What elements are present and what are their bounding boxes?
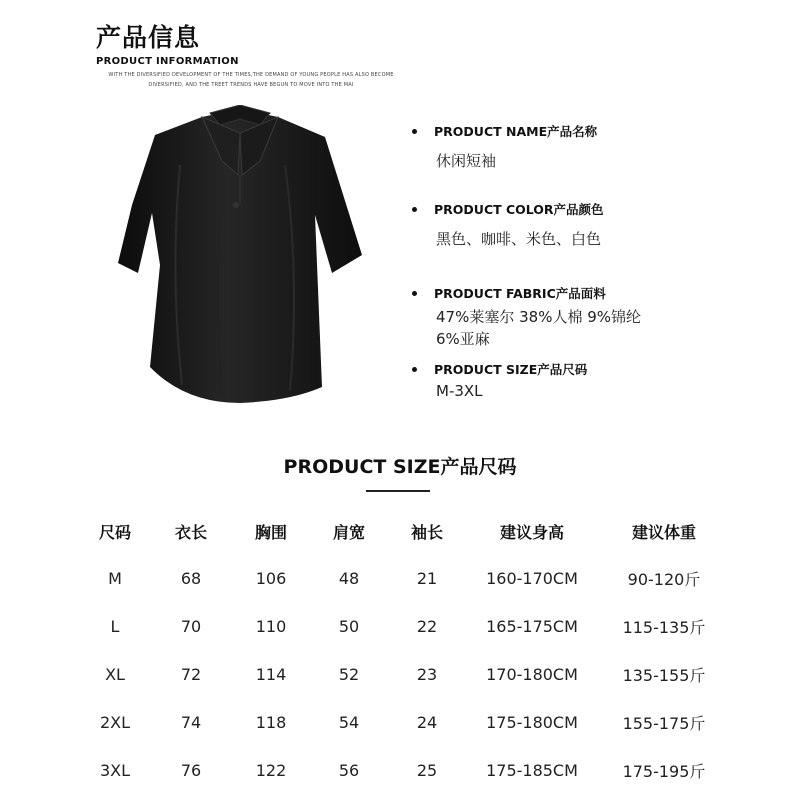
- table-cell: 25: [416, 760, 438, 780]
- bullet-icon: [412, 291, 417, 296]
- spec-value: 黑色、咖啡、米色、白色: [436, 230, 602, 248]
- bullet-icon: [412, 367, 417, 372]
- table-cell: 2XL: [99, 712, 131, 732]
- table-header-row: [80, 508, 730, 554]
- table-cell: 155-175斤: [622, 713, 706, 733]
- product-image: [110, 105, 372, 405]
- column-header: 肩宽: [332, 522, 365, 542]
- table-row: [80, 650, 730, 698]
- table-row: [80, 554, 730, 602]
- size-section-title: PRODUCT SIZE产品尺码: [283, 456, 517, 478]
- table-cell: 72: [180, 664, 202, 684]
- spec-label: PRODUCT SIZE产品尺码: [434, 362, 588, 377]
- bullet-icon: [412, 207, 417, 212]
- table-cell: 114: [255, 664, 287, 684]
- spec-product-color: [412, 200, 604, 250]
- spec-label: PRODUCT FABRIC产品面料: [434, 286, 606, 301]
- table-row: [80, 746, 730, 794]
- column-header: 胸围: [254, 522, 287, 542]
- column-header: 建议身高: [499, 522, 564, 542]
- spec-value-line2: 6%亚麻: [436, 330, 490, 348]
- size-table: [80, 508, 730, 794]
- spec-value: M-3XL: [436, 382, 483, 400]
- table-cell: 165-175CM: [486, 616, 578, 636]
- black-short-sleeve-polo-shirt-icon: [110, 105, 372, 405]
- column-header: 尺码: [98, 522, 131, 542]
- table-cell: 24: [416, 712, 438, 732]
- column-header: 袖长: [410, 522, 443, 542]
- table-cell: 21: [416, 568, 438, 588]
- table-cell: 170-180CM: [486, 664, 578, 684]
- table-row: [80, 698, 730, 746]
- table-cell: 175-185CM: [486, 760, 578, 780]
- tagline: WITH THE DIVERSIFIED DEVELOPMENT OF THE TIMES,THE DEMAND OF YOUNG PEOPLE HAS ALSO BECOME DIVERSIFIED, AND THE TREET TRENDS HAVE BEGUN TO MOVE INTO THE MAI: [108, 72, 394, 88]
- spec-product-name: [412, 122, 597, 172]
- table-cell: 54: [338, 712, 360, 732]
- spec-product-fabric: [412, 284, 641, 350]
- table-cell: 115-135斤: [622, 617, 706, 637]
- spec-label: PRODUCT NAME产品名称: [434, 124, 598, 139]
- table-cell: 135-155斤: [622, 665, 706, 685]
- spec-value: 休闲短袖: [436, 152, 497, 170]
- table-cell: 175-180CM: [486, 712, 578, 732]
- spec-value: 47%莱塞尔 38%人棉 9%锦纶: [436, 308, 642, 326]
- page-title: 产品信息: [96, 23, 201, 52]
- title-underline: [366, 490, 430, 492]
- table-cell: L: [110, 616, 120, 636]
- spec-product-size: [412, 360, 587, 402]
- header: [96, 22, 239, 67]
- table-cell: 160-170CM: [486, 568, 578, 588]
- table-cell: 22: [416, 616, 438, 636]
- table-cell: 48: [338, 568, 360, 588]
- table-row: [80, 602, 730, 650]
- table-cell: 23: [416, 664, 438, 684]
- column-header: 建议体重: [631, 522, 696, 542]
- table-cell: 56: [338, 760, 360, 780]
- table-cell: XL: [105, 664, 125, 684]
- table-cell: 118: [255, 712, 287, 732]
- table-cell: 70: [180, 616, 202, 636]
- table-cell: 3XL: [99, 760, 131, 780]
- table-cell: M: [108, 568, 122, 588]
- table-cell: 175-195斤: [622, 761, 706, 781]
- table-cell: 52: [338, 664, 360, 684]
- table-cell: 106: [255, 568, 287, 588]
- page-subtitle: PRODUCT INFORMATION: [96, 56, 239, 67]
- table-cell: 122: [255, 760, 287, 780]
- table-cell: 74: [180, 712, 202, 732]
- table-cell: 50: [338, 616, 360, 636]
- bullet-icon: [412, 129, 417, 134]
- table-cell: 110: [255, 616, 287, 636]
- table-cell: 90-120斤: [627, 569, 701, 589]
- column-header: 衣长: [174, 522, 207, 542]
- table-cell: 76: [180, 760, 202, 780]
- table-cell: 68: [180, 568, 202, 588]
- spec-label: PRODUCT COLOR产品颜色: [434, 202, 604, 217]
